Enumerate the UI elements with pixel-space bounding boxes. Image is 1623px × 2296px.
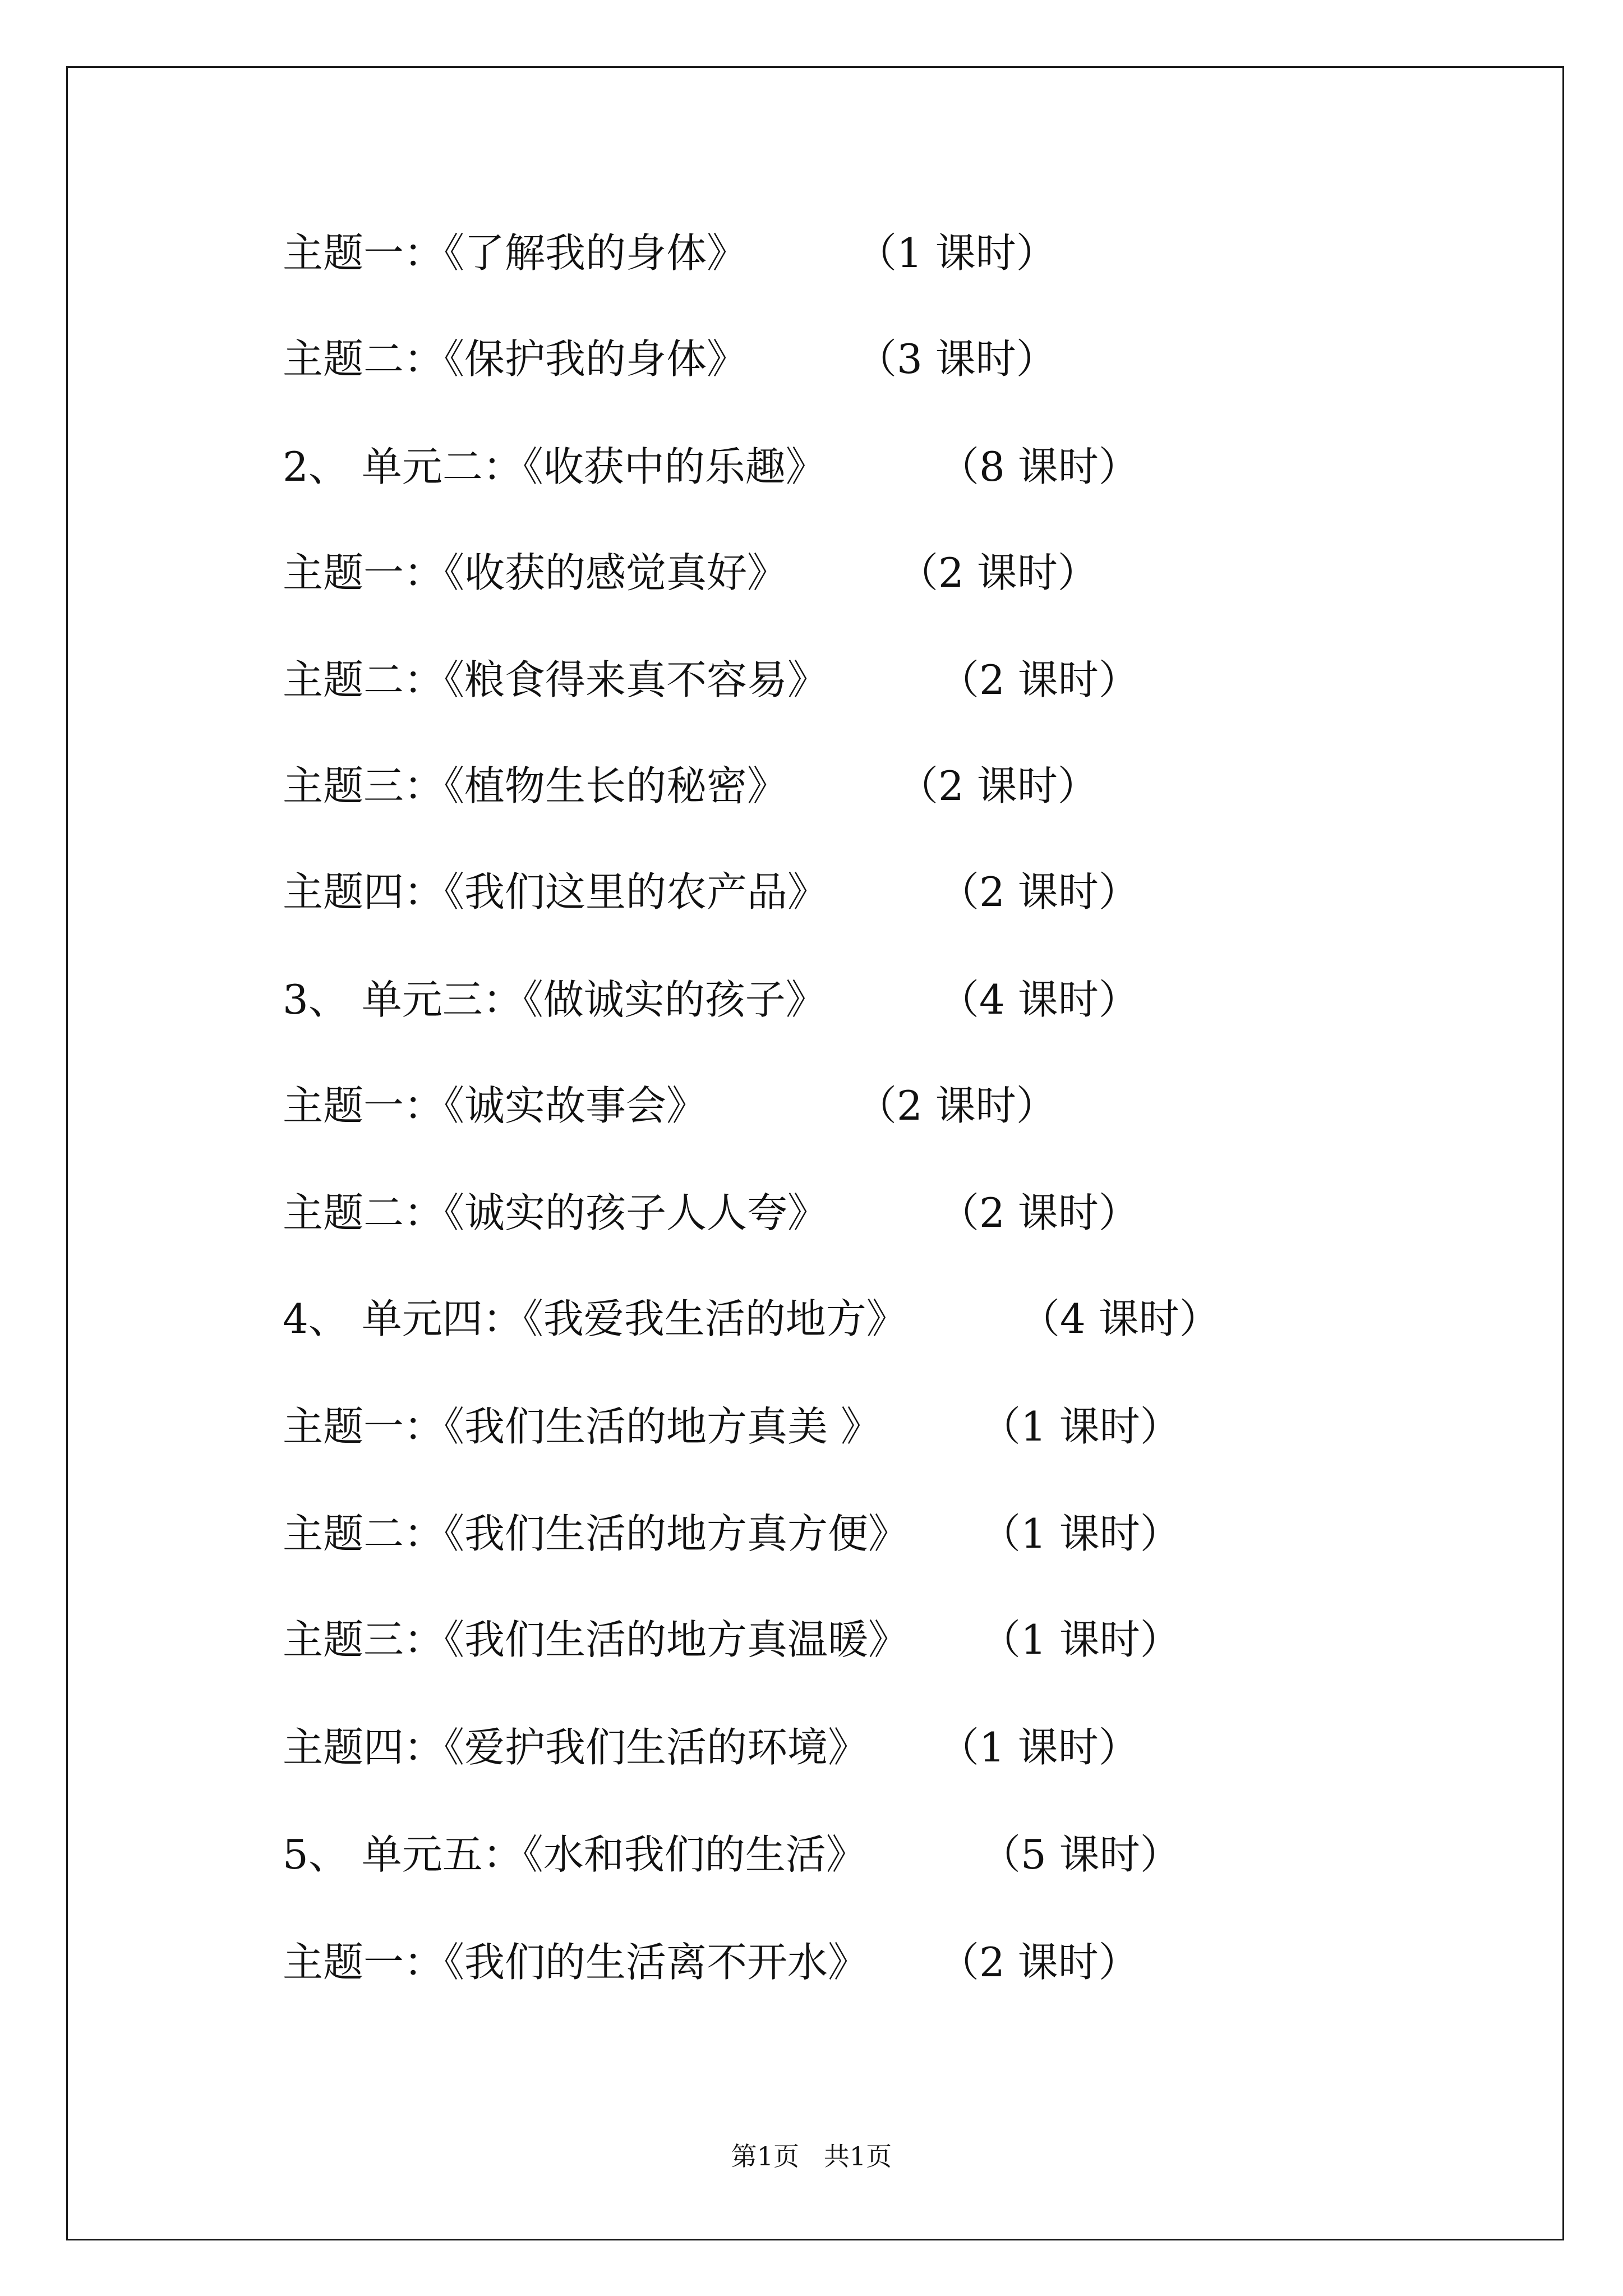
class-hours: （4 课时） [1020, 1295, 1220, 1342]
class-hours: （2 课时） [856, 1082, 1057, 1129]
class-hours: （1 课时） [980, 1403, 1181, 1450]
unit-heading [0, 1829, 1623, 1880]
page-number-footer: 第1页 共1页 [731, 2141, 892, 2171]
class-hours: （5 课时） [980, 1831, 1181, 1878]
topic-line [0, 761, 1623, 811]
class-hours: （1 课时） [980, 1616, 1181, 1663]
topic-line [0, 1508, 1623, 1559]
topic-title: 主题三：《我们生活的地方真温暖》 [283, 1616, 909, 1663]
class-hours: （3 课时） [856, 335, 1057, 383]
topic-title: 主题一：《收获的感觉真好》 [283, 549, 788, 596]
class-hours: （2 课时） [939, 1939, 1139, 1986]
unit-heading [0, 441, 1623, 492]
topic-title: 主题一：《了解我的身体》 [283, 229, 748, 277]
unit-title: 3、 单元三：《做诚实的孩子》 [283, 976, 826, 1023]
class-hours: （2 课时） [939, 656, 1139, 703]
topic-title: 主题二：《我们生活的地方真方便》 [283, 1510, 909, 1557]
page-border [66, 66, 1564, 2240]
topic-line [0, 867, 1623, 917]
class-hours: （2 课时） [939, 1189, 1139, 1236]
topic-line [0, 547, 1623, 598]
topic-title: 主题二：《保护我的身体》 [283, 335, 748, 383]
class-hours: （2 课时） [898, 762, 1098, 809]
topic-line [0, 334, 1623, 384]
topic-line [0, 1401, 1623, 1452]
class-hours: （4 课时） [939, 976, 1139, 1023]
class-hours: （2 课时） [898, 549, 1098, 596]
topic-title: 主题四：《爱护我们生活的环境》 [283, 1724, 869, 1771]
topic-line [0, 655, 1623, 705]
unit-title: 2、 单元二：《收获中的乐趣》 [283, 443, 826, 490]
unit-title: 4、 单元四：《我爱我生活的地方》 [283, 1295, 907, 1342]
topic-title: 主题二：《诚实的孩子人人夸》 [283, 1189, 828, 1236]
topic-line [0, 1080, 1623, 1131]
unit-title: 5、 单元五：《水和我们的生活》 [283, 1831, 866, 1878]
topic-title: 主题三：《植物生长的秘密》 [283, 762, 788, 809]
topic-line [0, 1722, 1623, 1773]
topic-title: 主题二：《粮食得来真不容易》 [283, 656, 828, 703]
topic-line [0, 228, 1623, 278]
class-hours: （1 课时） [980, 1510, 1181, 1557]
topic-line [0, 1937, 1623, 1987]
unit-heading [0, 1294, 1623, 1344]
topic-title: 主题一：《诚实故事会》 [283, 1082, 707, 1129]
topic-line [0, 1188, 1623, 1238]
class-hours: （8 课时） [939, 443, 1139, 490]
class-hours: （1 课时） [856, 229, 1057, 277]
class-hours: （1 课时） [939, 1724, 1139, 1771]
topic-line [0, 1614, 1623, 1665]
unit-heading [0, 974, 1623, 1025]
topic-title: 主题一：《我们的生活离不开水》 [283, 1939, 869, 1986]
topic-title: 主题四：《我们这里的农产品》 [283, 868, 828, 915]
topic-title: 主题一：《我们生活的地方真美 》 [283, 1403, 881, 1450]
class-hours: （2 课时） [939, 868, 1139, 915]
